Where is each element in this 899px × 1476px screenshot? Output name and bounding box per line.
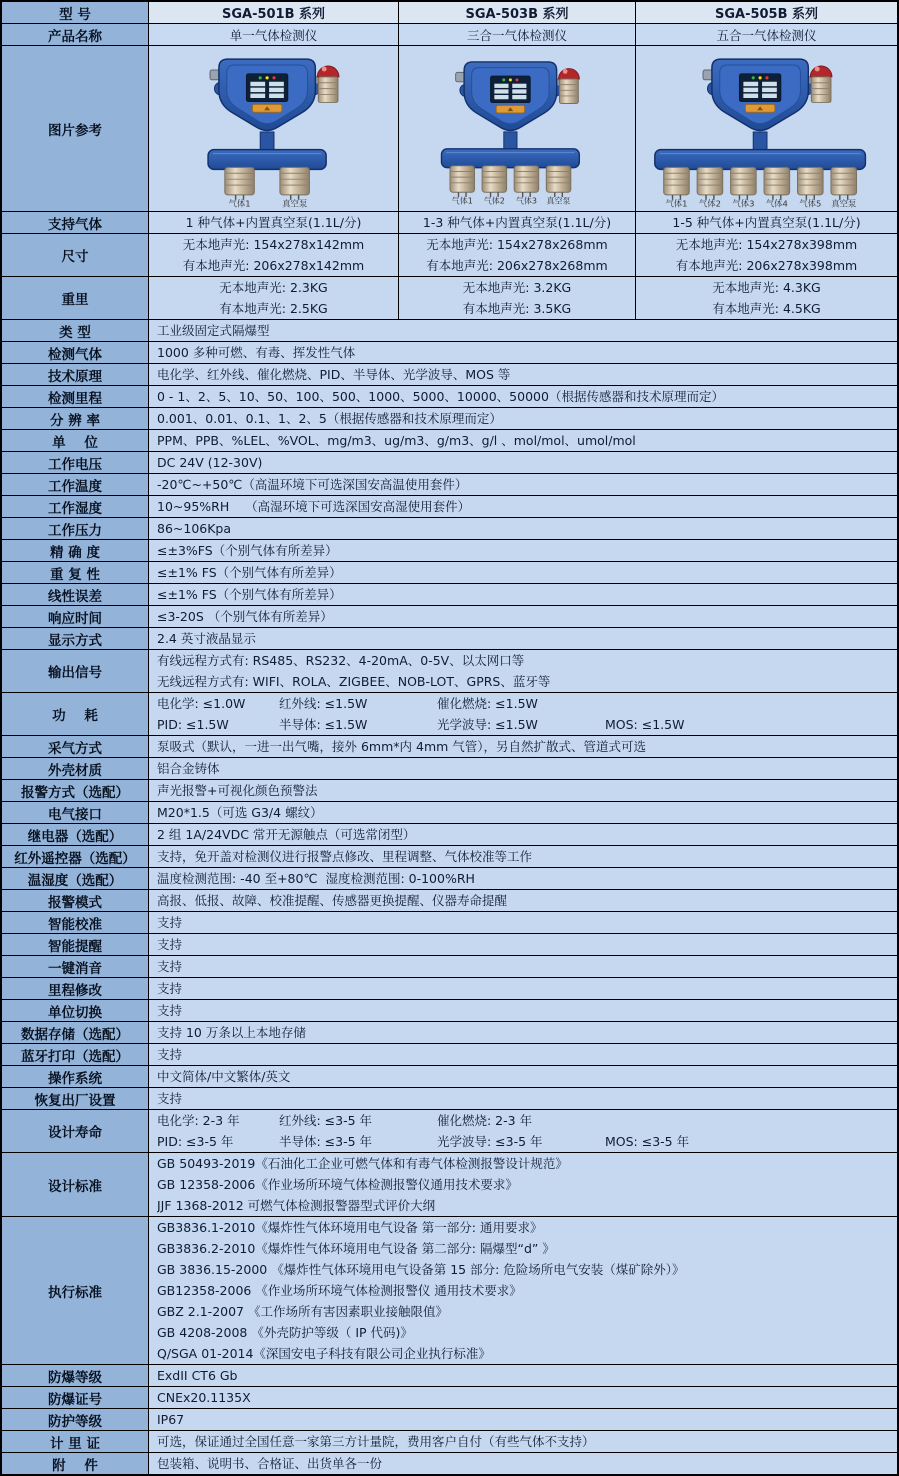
spec-line: 高报、低报、故障、校准提醒、传感器更换提醒、仪器寿命提醒 (157, 893, 508, 908)
spec-row (2, 911, 897, 933)
row-label: 操作系统 (2, 1066, 148, 1087)
spec-row (2, 1065, 897, 1087)
spec-line: CNEx20.1135X (157, 1390, 251, 1405)
spec-row (2, 561, 897, 583)
spec-line: 支持，免开盖对检测仪进行报警点修改、里程调整、气体校准等工作 (157, 849, 533, 864)
spec-line: 1000 多种可燃、有毒、挥发性气体 (157, 345, 356, 360)
row-label: 支持气体 (2, 212, 148, 233)
device-illustration (151, 49, 397, 209)
spec-line: 支持 (157, 915, 183, 930)
spec-line: 支持 10 万条以上本地存储 (157, 1025, 306, 1040)
spec-cell (148, 386, 897, 407)
header-cell: SGA-505B 系列 (635, 2, 897, 23)
sensor-cylinder (224, 167, 254, 199)
header-cell: SGA-501B 系列 (148, 2, 398, 23)
spec-row (2, 583, 897, 605)
spec-cell (148, 693, 897, 735)
sensor-cylinder (797, 167, 823, 199)
spec-row (2, 977, 897, 999)
spec-line: 泵吸式（默认，一进一出气嘴，接外 6mm*内 4mm 气管），另自然扩散式、管道式可选 (157, 739, 647, 754)
spec-row (2, 211, 897, 233)
sensor-label: 气体2 (698, 198, 721, 209)
spec-line: GB 4208-2008 《外壳防护等级（ IP 代码)》 (157, 1325, 413, 1340)
spec-row (2, 1021, 897, 1043)
spec-segment: 催化燃烧: 2-3 年 (437, 1113, 533, 1128)
spec-line: IP67 (157, 1412, 185, 1427)
sensor-cylinder (697, 167, 723, 199)
spec-cell (148, 606, 897, 627)
spec-segment: PID: ≤1.5W (157, 717, 229, 732)
row-label: 一键消音 (2, 956, 148, 977)
status-led (272, 76, 275, 79)
spec-segment: PID: ≤3-5 年 (157, 1134, 234, 1149)
row-label: 报警模式 (2, 890, 148, 911)
spec-line: 2.4 英寸液晶显示 (157, 631, 256, 646)
header-cell: SGA-503B 系列 (398, 2, 635, 23)
status-led (751, 76, 754, 79)
spec-cell (635, 277, 897, 319)
spec-line: 1-5 种气体+内置真空泵(1.1L/分) (672, 215, 861, 230)
row-label: 重里 (2, 277, 148, 319)
spec-cell (148, 408, 897, 429)
spec-row (2, 605, 897, 627)
status-led (265, 76, 268, 79)
row-label: 智能提醒 (2, 934, 148, 955)
row-label: 数据存储（选配） (2, 1022, 148, 1043)
spec-cell (398, 212, 635, 233)
spec-cell (148, 824, 897, 845)
spec-row (2, 649, 897, 692)
spec-line: 有本地声光: 2.5KG (219, 301, 328, 316)
row-label: 执行标准 (2, 1217, 148, 1364)
spec-line: 温度检测范围: -40 至+80℃ 湿度检测范围: 0-100%RH (157, 871, 475, 886)
spec-row (2, 1152, 897, 1216)
spec-cell (148, 912, 897, 933)
row-label: 显示方式 (2, 628, 148, 649)
spec-cell (148, 1453, 897, 1474)
manifold-bar (208, 149, 326, 169)
spec-line: ≤±1% FS（个别气体有所差异） (157, 565, 342, 580)
row-label: 单位切换 (2, 1000, 148, 1021)
row-label: 红外遥控器（选配） (2, 846, 148, 867)
row-label: 外壳材质 (2, 758, 148, 779)
spec-cell (148, 1409, 897, 1430)
spec-line: ≤±3%FS（个别气体有所差异） (157, 543, 338, 558)
spec-cell (148, 736, 897, 757)
row-label: 设计寿命 (2, 1110, 148, 1152)
row-label: 功 耗 (2, 693, 148, 735)
spec-cell (148, 540, 897, 561)
spec-cell (148, 212, 398, 233)
product-image-cell (398, 46, 635, 211)
spec-line: 支持 (157, 959, 183, 974)
spec-segment: 红外线: ≤3-5 年 (279, 1113, 373, 1128)
spec-row (2, 1430, 897, 1452)
status-led (509, 78, 512, 81)
spec-cell (148, 1044, 897, 1065)
spec-row (2, 999, 897, 1021)
spec-row (2, 451, 897, 473)
spec-line: GB3836.1-2010《爆炸性气体环境用电气设备 第一部分: 通用要求》 (157, 1220, 543, 1235)
sensor-label: 气体1 (664, 198, 687, 209)
row-label: 图片参考 (2, 46, 148, 211)
spec-row (2, 539, 897, 561)
status-led (765, 76, 768, 79)
product-image-cell (148, 46, 398, 211)
spec-cell (398, 277, 635, 319)
spec-line: GB3836.2-2010《爆炸性气体环境用电气设备 第二部分: 隔爆型“d” 》 (157, 1241, 555, 1256)
spec-line: ≤±1% FS（个别气体有所差异） (157, 587, 342, 602)
spec-cell (148, 1110, 897, 1152)
status-led (258, 76, 261, 79)
spec-row (2, 473, 897, 495)
header-cell: 单一气体检测仪 (148, 24, 398, 45)
spec-row (2, 495, 897, 517)
spec-cell (148, 584, 897, 605)
spec-line: 无本地声光: 154x278x268mm (426, 237, 608, 252)
row-label: 防护等级 (2, 1409, 148, 1430)
spec-line: 10~95%RH （高湿环境下可选深国安高湿使用套件） (157, 499, 471, 514)
stem (753, 131, 767, 151)
spec-cell (148, 1022, 897, 1043)
device-illustration (644, 49, 890, 209)
spec-row (2, 363, 897, 385)
spec-segment: 电化学: ≤1.0W (157, 696, 246, 711)
spec-line: GB 50493-2019《石油化工企业可燃气体和有毒气体检测报警设计规范》 (157, 1156, 568, 1171)
spec-row (2, 779, 897, 801)
spec-cell (148, 1088, 897, 1109)
spec-cell (148, 518, 897, 539)
spec-row (2, 385, 897, 407)
spec-segment: 半导体: ≤3-5 年 (279, 1134, 373, 1149)
spec-row (2, 1216, 897, 1364)
spec-cell (148, 978, 897, 999)
row-label: 重 复 性 (2, 562, 148, 583)
spec-cell (148, 650, 897, 692)
row-label: 采气方式 (2, 736, 148, 757)
spec-line: 支持 (157, 1003, 183, 1018)
spec-row (2, 429, 897, 451)
spec-line (157, 693, 893, 714)
row-label: 报警方式（选配） (2, 780, 148, 801)
image-row (2, 45, 897, 211)
spec-row (2, 517, 897, 539)
spec-cell (148, 320, 897, 341)
row-label: 检测气体 (2, 342, 148, 363)
sensor-cylinder (482, 165, 507, 196)
spec-line (157, 1131, 893, 1152)
row-label: 单 位 (2, 430, 148, 451)
row-label: 精 确 度 (2, 540, 148, 561)
row-label: 附 件 (2, 1453, 148, 1474)
spec-cell (148, 846, 897, 867)
spec-cell (148, 780, 897, 801)
spec-segment: 光学波导: ≤3-5 年 (437, 1134, 543, 1149)
spec-cell (148, 1066, 897, 1087)
row-label: 温湿度（选配） (2, 868, 148, 889)
spec-segment: 电化学: 2-3 年 (157, 1113, 240, 1128)
spec-cell (148, 1365, 897, 1386)
spec-cell (148, 890, 897, 911)
spec-segment: 半导体: ≤1.5W (279, 717, 368, 732)
spec-row (2, 867, 897, 889)
spec-line: JJF 1368-2012 可燃气体检测报警器型式评价大纲 (157, 1198, 436, 1213)
header-cell: 三合一气体检测仪 (398, 24, 635, 45)
spec-row (2, 955, 897, 977)
row-label: 继电器（选配） (2, 824, 148, 845)
spec-row (2, 1364, 897, 1386)
spec-line: M20*1.5（可选 G3/4 螺纹） (157, 805, 323, 820)
status-led (502, 78, 505, 81)
row-label: 检测里程 (2, 386, 148, 407)
sensor-label: 真空泵 (830, 198, 856, 209)
spec-cell (148, 234, 398, 276)
sensor-cylinder (730, 167, 756, 199)
spec-cell (148, 758, 897, 779)
spec-cell (148, 956, 897, 977)
spec-line: 0.001、0.01、0.1、1、2、5（根据传感器和技术原理而定） (157, 411, 502, 426)
spec-segment: MOS: ≤3-5 年 (605, 1134, 690, 1149)
spec-line: 铝合金铸体 (157, 761, 220, 776)
spec-row (2, 933, 897, 955)
spec-line (157, 714, 893, 735)
spec-line: 无线远程方式有: WIFI、ROLA、ZIGBEE、NOB-LOT、GPRS、蓝牙等 (157, 674, 551, 689)
spec-row (2, 1109, 897, 1152)
spec-line: 有本地声光: 206x278x398mm (675, 258, 858, 273)
spec-segment: MOS: ≤1.5W (605, 717, 685, 732)
spec-line: 支持 (157, 981, 183, 996)
sensor-label: 气体2 (483, 196, 505, 206)
sensor-cylinder (514, 165, 539, 196)
row-label: 工作电压 (2, 452, 148, 473)
device-illustration (399, 49, 635, 209)
spec-line: 86~106Kpa (157, 521, 232, 536)
row-label: 防爆等级 (2, 1365, 148, 1386)
stem (504, 131, 517, 150)
spec-cell (148, 1431, 897, 1452)
spec-line: 支持 (157, 937, 183, 952)
spec-line: 支持 (157, 1047, 183, 1062)
spec-line: 中文简体/中文繁体/英文 (157, 1069, 291, 1084)
spec-cell (148, 562, 897, 583)
spec-cell (148, 452, 897, 473)
spec-cell (635, 212, 897, 233)
spec-line: ≤3-20S （个别气体有所差异） (157, 609, 333, 624)
spec-cell (148, 342, 897, 363)
spec-cell (148, 364, 897, 385)
spec-cell (398, 234, 635, 276)
spec-line: 无本地声光: 3.2KG (462, 280, 572, 295)
sensor-label: 气体4 (765, 198, 788, 209)
row-label: 蓝牙打印（选配） (2, 1044, 148, 1065)
spec-line: 包装箱、说明书、合格证、出货单各一份 (157, 1456, 383, 1471)
row-label: 技术原理 (2, 364, 148, 385)
spec-cell (148, 628, 897, 649)
spec-line: 电化学、红外线、催化燃烧、PID、半导体、光学波导、MOS 等 (157, 367, 511, 382)
spec-row (2, 845, 897, 867)
sensor-cylinder (830, 167, 856, 199)
spec-line: 1 种气体+内置真空泵(1.1L/分) (185, 215, 362, 230)
spec-segment: 光学波导: ≤1.5W (437, 717, 538, 732)
spec-segment: 催化燃烧: ≤1.5W (437, 696, 538, 711)
spec-segment: 红外线: ≤1.5W (279, 696, 368, 711)
sensor-label: 真空泵 (281, 198, 307, 209)
product-name-row (2, 23, 897, 45)
row-label: 响应时间 (2, 606, 148, 627)
spec-row (2, 692, 897, 735)
spec-line: 无本地声光: 154x278x142mm (182, 237, 365, 252)
spec-row (2, 233, 897, 276)
spec-line: 有本地声光: 206x278x268mm (426, 258, 608, 273)
spec-line: 0 - 1、2、5、10、50、100、500、1000、5000、10000、50000（根据传感器和技术原理而定） (157, 389, 724, 404)
spec-row (2, 319, 897, 341)
sensor-cylinder (663, 167, 689, 199)
row-label: 智能校准 (2, 912, 148, 933)
spec-cell (148, 474, 897, 495)
row-label: 工作湿度 (2, 496, 148, 517)
spec-row (2, 735, 897, 757)
spec-row (2, 276, 897, 319)
spec-cell (148, 430, 897, 451)
spec-line: 工业级固定式隔爆型 (157, 323, 270, 338)
sensor-label: 气体1 (451, 196, 473, 206)
spec-line: DC 24V (12-30V) (157, 455, 263, 470)
sensor-label: 气体1 (228, 198, 251, 209)
spec-line: GBZ 2.1-2007 《工作场所有害因素职业接触限值》 (157, 1304, 448, 1319)
manifold-bar (654, 149, 865, 169)
spec-row (2, 1408, 897, 1430)
sensor-label: 气体5 (798, 198, 821, 209)
spec-line: -20℃~+50℃（高温环境下可选深国安高温使用套件） (157, 477, 468, 492)
spec-line: GB12358-2006 《作业场所环境气体检测报警仪 通用技术要求》 (157, 1283, 522, 1298)
spec-line: PPM、PPB、%LEL、%VOL、mg/m3、ug/m3、g/m3、g/l 、mol/mol、umol/mol (157, 433, 636, 448)
spec-row (2, 1386, 897, 1408)
row-label: 电气接口 (2, 802, 148, 823)
row-label: 设计标准 (2, 1153, 148, 1216)
row-label: 类 型 (2, 320, 148, 341)
spec-row (2, 627, 897, 649)
product-image-cell (635, 46, 897, 211)
spec-row (2, 1087, 897, 1109)
sensor-cylinder (764, 167, 790, 199)
spec-line: ExdII CT6 Gb (157, 1368, 238, 1383)
spec-cell (148, 868, 897, 889)
spec-row (2, 889, 897, 911)
spec-line: GB 12358-2006《作业场所环境气体检测报警仪通用技术要求》 (157, 1177, 518, 1192)
row-label: 工作压力 (2, 518, 148, 539)
row-label: 尺寸 (2, 234, 148, 276)
spec-row (2, 757, 897, 779)
spec-cell (635, 234, 897, 276)
spec-row (2, 1043, 897, 1065)
row-label: 分 辨 率 (2, 408, 148, 429)
spec-line: 无本地声光: 4.3KG (712, 280, 821, 295)
spec-cell (148, 1217, 897, 1364)
spec-line (157, 1110, 893, 1131)
sensor-label: 真空泵 (546, 196, 571, 206)
row-label: 线性误差 (2, 584, 148, 605)
spec-line: 无本地声光: 154x278x398mm (675, 237, 858, 252)
spec-line: 有本地声光: 3.5KG (462, 301, 572, 316)
spec-line: 有本地声光: 4.5KG (712, 301, 821, 316)
spec-cell (148, 496, 897, 517)
row-label: 防爆证号 (2, 1387, 148, 1408)
sensor-cylinder (450, 165, 475, 196)
header-cell: 五合一气体检测仪 (635, 24, 897, 45)
spec-cell (148, 934, 897, 955)
spec-line: 可选，保证通过全国任意一家第三方计量院，费用客户自付（有些气体不支持） (157, 1434, 595, 1449)
sensor-label: 气体3 (515, 196, 538, 206)
row-label: 工作温度 (2, 474, 148, 495)
spec-row (2, 823, 897, 845)
spec-line: 有线远程方式有: RS485、RS232、4-20mA、0-5V、以太网口等 (157, 653, 525, 668)
spec-row (2, 407, 897, 429)
spec-cell (148, 1387, 897, 1408)
spec-line: 无本地声光: 2.3KG (219, 280, 328, 295)
spec-cell (148, 802, 897, 823)
sensor-label: 气体3 (731, 198, 754, 209)
spec-line: Q/SGA 01-2014《深国安电子科技有限公司企业执行标准》 (157, 1346, 491, 1361)
spec-line: 支持 (157, 1091, 183, 1106)
spec-line: GB 3836.15-2000 《爆炸性气体环境用电气设备第 15 部分: 危险场所电气安装（煤矿除外）》 (157, 1262, 685, 1277)
spec-line: 声光报警+可视化颜色预警法 (157, 783, 318, 798)
spec-cell (148, 1153, 897, 1216)
spec-row (2, 801, 897, 823)
sensor-cylinder (279, 167, 309, 199)
spec-row (2, 1452, 897, 1474)
model-row (2, 2, 897, 23)
spec-row (2, 341, 897, 363)
row-label: 输出信号 (2, 650, 148, 692)
spec-line: 1-3 种气体+内置真空泵(1.1L/分) (422, 215, 612, 230)
row-label: 型 号 (2, 2, 148, 23)
spec-cell (148, 1000, 897, 1021)
spec-cell (148, 277, 398, 319)
sensor-cylinder (546, 165, 571, 196)
status-led (515, 78, 518, 81)
row-label: 产品名称 (2, 24, 148, 45)
manifold-bar (441, 148, 579, 167)
row-label: 里程修改 (2, 978, 148, 999)
row-label: 计 里 证 (2, 1431, 148, 1452)
status-led (758, 76, 761, 79)
spec-line: 有本地声光: 206x278x142mm (182, 258, 365, 273)
stem (260, 131, 274, 151)
spec-line: 2 组 1A/24VDC 常开无源触点（可选常闭型） (157, 827, 416, 842)
row-label: 恢复出厂设置 (2, 1088, 148, 1109)
